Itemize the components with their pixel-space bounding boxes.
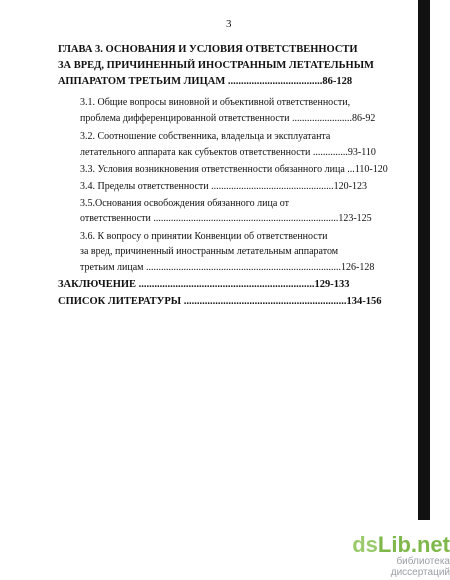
section-3-6-line-3: третьим лицам ..............................................................................126-128 <box>80 262 375 273</box>
section-3-6-line-1: 3.6. К вопросу о принятии Конвенции об ответственности <box>80 231 328 242</box>
section-3-5-line-2: ответственности ..........................................................................123-125 <box>80 213 372 224</box>
conclusion-entry: ЗАКЛЮЧЕНИЕ ...................................................................129-133 <box>58 279 350 290</box>
section-3-2-line-2: летательного аппарата как субъектов ответственности ..............93-110 <box>80 147 376 158</box>
dslib-logo-ds: ds <box>352 532 378 557</box>
page-number: 3 <box>226 18 232 30</box>
dslib-logo-rest: Lib.net <box>377 532 450 557</box>
chapter-title-line-1: ГЛАВА 3. ОСНОВАНИЯ И УСЛОВИЯ ОТВЕТСТВЕННОСТИ <box>58 44 358 55</box>
section-3-6-line-2: за вред, причиненный иностранным летательным аппаратом <box>80 246 339 257</box>
section-3-4: 3.4. Пределы ответственности .................................................120-123 <box>80 181 367 192</box>
section-3-1-line-1: 3.1. Общие вопросы виновной и объективной ответственности, <box>80 97 351 108</box>
section-3-1-line-2: проблема дифференцированной ответственности ........................86-92 <box>80 113 376 124</box>
scan-edge-bar <box>418 0 430 520</box>
dslib-watermark <box>340 532 450 578</box>
bibliography-entry: СПИСОК ЛИТЕРАТУРЫ ..............................................................134-156 <box>58 296 382 307</box>
dslib-subtitle: библиотека диссертаций <box>390 556 450 578</box>
section-3-5-line-1: 3.5.Основания освобождения обязанного лица от <box>80 198 290 209</box>
chapter-title-line-3: АППАРАТОМ ТРЕТЬИМ ЛИЦАМ ....................................86-128 <box>58 76 353 87</box>
section-3-2-line-1: 3.2. Соотношение собственника, владельца и эксплуатанта <box>80 131 331 142</box>
dslib-logo <box>340 532 450 558</box>
chapter-title-line-2: ЗА ВРЕД, ПРИЧИНЕННЫЙ ИНОСТРАННЫМ ЛЕТАТЕЛЬНЫМ <box>58 60 374 71</box>
section-3-3: 3.3. Условия возникновения ответственности обязанного лица ...110-120 <box>80 164 388 175</box>
